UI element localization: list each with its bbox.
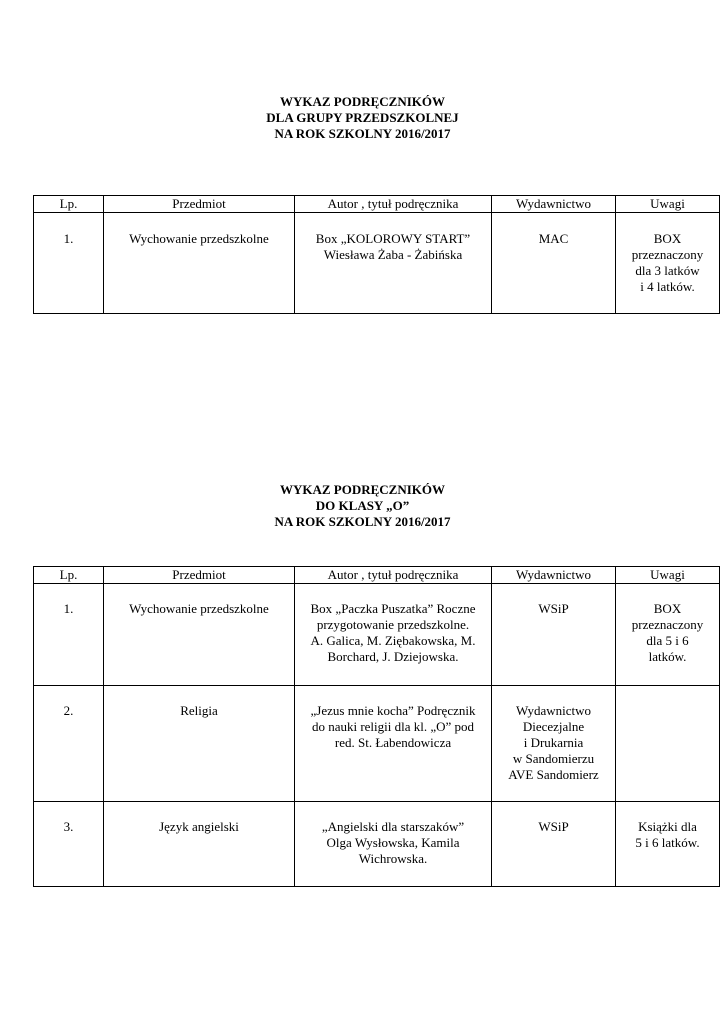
cell-subject xyxy=(104,802,295,887)
section-2-title xyxy=(0,482,725,530)
header-author: Autor , tytuł podręcznika xyxy=(295,567,492,584)
title-line: DLA GRUPY PRZEDSZKOLNEJ xyxy=(266,110,459,125)
lp-text: 1. xyxy=(63,601,74,616)
title-line: NA ROK SZKOLNY 2016/2017 xyxy=(274,126,451,141)
table-row xyxy=(34,686,720,802)
section-2-table xyxy=(33,566,720,887)
cell-publisher xyxy=(492,213,616,314)
header-lp: Lp. xyxy=(34,196,104,213)
cell-notes xyxy=(616,802,720,887)
header-author: Autor , tytuł podręcznika xyxy=(295,196,492,213)
cell-subject xyxy=(104,213,295,314)
header-lp: Lp. xyxy=(34,567,104,584)
cell-subject xyxy=(104,584,295,686)
notes-line: i 4 latków. xyxy=(640,279,695,294)
cell-subject xyxy=(104,686,295,802)
publisher-line: WSiP xyxy=(538,819,569,834)
section-1-table xyxy=(33,195,720,314)
table-row xyxy=(34,584,720,686)
author-line: „Angielski dla starszaków” xyxy=(321,819,465,834)
notes-line: dla 5 i 6 xyxy=(646,633,689,648)
header-notes: Uwagi xyxy=(616,567,720,584)
table-row xyxy=(34,213,720,314)
publisher-line: AVE Sandomierz xyxy=(508,767,599,782)
author-line: Box „Paczka Puszatka” Roczne xyxy=(310,601,476,616)
notes-line: latków. xyxy=(648,649,687,664)
author-line: przygotowanie przedszkolne. xyxy=(316,617,470,632)
notes-line: Książki dla xyxy=(638,819,697,834)
title-line: WYKAZ PODRĘCZNIKÓW xyxy=(279,482,446,497)
cell-author xyxy=(295,802,492,887)
publisher-line: Diecezjalne xyxy=(522,719,585,734)
header-subject: Przedmiot xyxy=(104,196,295,213)
header-publisher: Wydawnictwo xyxy=(492,196,616,213)
notes-line: BOX xyxy=(653,601,682,616)
cell-lp xyxy=(34,686,104,802)
cell-notes xyxy=(616,686,720,802)
title-line: NA ROK SZKOLNY 2016/2017 xyxy=(274,514,451,529)
publisher-line: i Drukarnia xyxy=(523,735,584,750)
author-line: Borchard, J. Dziejowska. xyxy=(327,649,459,664)
author-line: Olga Wysłowska, Kamila xyxy=(326,835,460,850)
author-line: do nauki religii dla kl. „O” pod xyxy=(311,719,475,734)
lp-text: 1. xyxy=(63,231,74,246)
notes-line: BOX xyxy=(653,231,682,246)
title-line: DO KLASY „O” xyxy=(315,498,410,513)
notes-line: przeznaczony xyxy=(631,247,704,262)
cell-publisher xyxy=(492,686,616,802)
table-row xyxy=(34,802,720,887)
cell-author xyxy=(295,584,492,686)
table-header-row xyxy=(34,567,720,584)
publisher-line: WSiP xyxy=(538,601,569,616)
author-line: „Jezus mnie kocha” Podręcznik xyxy=(310,703,476,718)
subject-text: Wychowanie przedszkolne xyxy=(129,231,269,246)
author-line: Wiesława Żaba - Żabińska xyxy=(323,247,463,262)
header-publisher: Wydawnictwo xyxy=(492,567,616,584)
cell-publisher xyxy=(492,584,616,686)
subject-text: Wychowanie przedszkolne xyxy=(129,601,269,616)
section-1-title xyxy=(0,94,725,142)
lp-text: 3. xyxy=(63,819,74,834)
cell-lp xyxy=(34,802,104,887)
cell-publisher xyxy=(492,802,616,887)
author-line: Box „KOLOROWY START” xyxy=(315,231,471,246)
header-subject: Przedmiot xyxy=(104,567,295,584)
author-line: red. St. Łabendowicza xyxy=(334,735,452,750)
cell-lp xyxy=(34,213,104,314)
title-line: WYKAZ PODRĘCZNIKÓW xyxy=(279,94,446,109)
subject-text: Język angielski xyxy=(159,819,239,834)
cell-notes xyxy=(616,584,720,686)
cell-lp xyxy=(34,584,104,686)
table-header-row xyxy=(34,196,720,213)
author-line: A. Galica, M. Ziębakowska, M. xyxy=(310,633,476,648)
cell-notes xyxy=(616,213,720,314)
cell-author xyxy=(295,213,492,314)
lp-text: 2. xyxy=(63,703,74,718)
subject-text: Religia xyxy=(180,703,218,718)
notes-line: 5 i 6 latków. xyxy=(635,835,700,850)
header-notes: Uwagi xyxy=(616,196,720,213)
cell-author xyxy=(295,686,492,802)
notes-line: dla 3 latków xyxy=(635,263,700,278)
author-line: Wichrowska. xyxy=(358,851,428,866)
publisher-line: w Sandomierzu xyxy=(512,751,595,766)
publisher-line: Wydawnictwo xyxy=(515,703,592,718)
publisher-line: MAC xyxy=(538,231,569,246)
notes-line: przeznaczony xyxy=(631,617,704,632)
